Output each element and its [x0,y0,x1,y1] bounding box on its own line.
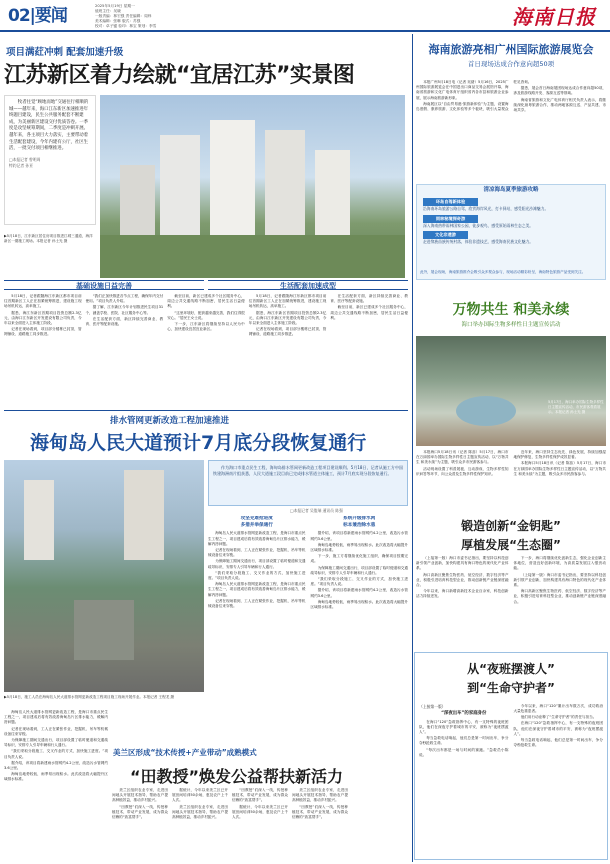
a1-lead: 牧者往觉“顾地而地”交通往行相顺的城——越年来，海口江东新区加速推进年终题目建设，民生公共服务配套不断建成，为美丽新区建设交付优质答卷。一季度是攻坚统筹期间，二季度是冲刺开展。越年来，各主项目大力落实，主要带动着生活配套建设，今年内建有公厅，社区生活，一批交付项目相继推进。 □本报记者 曾明周 特约记者 孙亚 [4,95,96,225]
r3-title-2: 厚植发展“生态圈” [461,538,561,553]
a2-summary-box [208,460,408,506]
a1-kicker: 项目满荭冲刺 配套加速升级 [6,47,124,58]
a2-sub1: 攻坚克难抢进度 多措并举保通行 [240,516,273,528]
r1-tips-box: 清凉海岛夏季旅游攻略 环岛自驾新体验 沿海南环岛旅游公路自驾，欣赏海岸风光，打卡驿站，感受阳光沙滩魅力。 雨林秘境探奇游 深入海南热带雨林国家公园，徒步观鸟，感受原始雨林生态之美。 文化非遗游 走进黎族苗族传统村落，体验非遗技艺，感受海南民族文化魅力。 [416,184,606,280]
r2-subtitle: 海口举办国际生物多样性日主题宣传活动 [461,322,561,329]
r2-photo-caption: 5月17日，海口举办国际生物多样性日主题宣传活动，市民游客观看展示。本报记者 孙士光 摄 [548,400,604,415]
a2-photo [4,460,204,692]
r3-header [416,518,606,555]
page-header [0,0,610,32]
a2-continue: 海甸岛人民大道排水管网更新改造工程，是海口市重点民生工程之一，项目建成后将有效改善海甸岛片区排水能力，缓解内涝问题。 记者在现场看到，工人正在紧张作业，挖掘机、吊车等机械设备往来穿梭。 为保障施工期间交通出行，项目部设置了临时便道和交通疏导标识，安排专人引导车辆和行人通行。 “我们采取分段施工、交叉作业的方式，加快施工进度。”项目负责人说。 据介绍，该项目将新建雨水管网约4.2公里，改造污水管网约3.6公里。 海甸岛地势较低，雨季易出现积水。此次改造将大幅提升区域排水标准。 [4,710,108,782]
a1-body: 5月18日，记者跟随海江东新区都市项目前往首期新区工人正在加紧统筹推进，建设施工现场吊机转运，高举施工。 据悉，海江东新区首期项目投资总额2.3亿元，由海口江东新区开发建设有限公司负责，今年以来全面进入主体施工阶段。 记者在现场看到，项目部分楼栋已封顶，管网铺设、道路施工同步推进。 “我们正加快推进各节点工程，确保年内交付使用。”项目负责人介绍。 据了解，江东新区今年计划推进民生项目31个，涵盖学校、医院、社区服务中心等。 在生活配套方面，新区持续完善商业、教育、医疗等配套设施。 截至目前，新区已建成多个社区服务中心，周边公共交通线路不断加密，居民生活日益便利。 “这里环境好，配套越来越完善，我们住得很安心。”居民王女士说。 下一步，江东新区将继续坚持以人民为中心，加快建设宜居宜业新区。 5月18日，记者跟随海江东新区都市项目前往首期新区工人正在加紧统筹推进，建设施工现场吊机转运，高举施工。 据悉，海江东新区首期项目投资总额2.3亿元，由海口江东新区开发建设有限公司负责，今年以来全面进入主体施工阶段。 记者在现场看到，项目部分楼栋已封顶，管网铺设、道路施工同步推进。 在生活配套方面，新区持续完善商业、教育、医疗等配套设施。 截至目前，新区已建成多个社区服务中心，周边公共交通线路不断加密，居民生活日益便利。 [4,294,408,337]
a1-title: 江苏新区着力绘就“宜居江苏”实景图 [4,63,355,88]
a1-sub2: 生活配套加速成型 [280,282,336,290]
a2-reporter: □本报记者 吴俊瑞 通讯员 陈强 [290,508,343,513]
a3-kicker: 美兰区形成“技术传授+产业带动”成熟模式 [113,748,257,757]
a2-sub2: 系统升级排水网 标本兼治除水患 [343,516,376,528]
a2-body: 攻坚克难抢进度 多措并举保通行 海甸岛人民大道排水管网更新改造工程，是海口市重点民生工程之一，项目建成后将有效改善海甸岛片区排水能力，缓解内涝问题。 记者在现场看到，工人正在紧张作业，挖掘机、吊车等机械设备往来穿梭。 为保障施工期间交通出行，项目部设置了临时便道和交通疏导标识，安排专人引导车辆和行人通行。 “我们采取分段施工、交叉作业的方式，加快施工进度。”项目负责人说。 海甸岛人民大道排水管网更新改造工程，是海口市重点民生工程之一，项目建成后将有效改善海甸岛片区排水能力，缓解内涝问题。 记者在现场看到，工人正在紧张作业，挖掘机、吊车等机械设备往来穿梭。 系统升级排水网 标本兼治除水患 据介绍，该项目将新建雨水管网约4.2公里，改造污水管网约3.6公里。 海甸岛地势较低，雨季易出现积水。此次改造将大幅提升区域排水标准。 下一步，施工方将继续优化施工组织，确保项目按期完成。 为保障施工期间交通出行，项目部设置了临时便道和交通疏导标识，安排专人引导车辆和行人通行。 “我们采取分段施工、交叉作业的方式，加快施工进度。”项目负责人说。 据介绍，该项目将新建雨水管网约4.2公里，改造污水管网约3.6公里。 海甸岛地势较低，雨季易出现积水。此次改造将大幅提升区域排水标准。 [208,516,408,609]
a2-title: 海甸岛人民大道预计7月底分段恢复通行 [30,432,367,454]
editor-info: 2025年5月19日 星期一 值班主任：吴晓 一版责编：林宏强 责任编辑：周炜 美术编辑：张琳 版式：苏强 校对：卓子键 检印：林宝 策划：李雪 [95,4,157,28]
r1-box-title: 清凉海岛夏季旅游攻略 [483,187,539,193]
a3-body: 美兰区组织农业专家，走进田间地头开展技术指导，帮助农户提高种植效益，推动乡村振兴。 “田教授”们深入一线，传授种植技术，带动产业发展，成为群众信赖的“致富帮手”。 据统计，今年以来美兰区已开展田间培训50余场，惠及农户上千人次。 美兰区组织农业专家，走进田间地头开展技术指导，帮助农户提高种植效益，推动乡村振兴。 “田教授”们深入一线，传授种植技术，带动产业发展，成为群众信赖的“致富帮手”。 据统计，今年以来美兰区已开展田间培训50余场，惠及农户上千人次。 美兰区组织农业专家，走进田间地头开展技术指导，帮助农户提高种植效益，推动乡村振兴。 “田教授”们深入一线，传授种植技术，带动产业发展，成为群众信赖的“致富帮手”。 [112,788,348,820]
r1-header [416,42,606,69]
a1-sub1: 基础设施日益完善 [76,282,132,290]
r1-tag-2: 雨林秘境探奇游 [423,215,478,223]
r4-title-1: 从“夜班摆渡人” [467,662,555,676]
a2-photo-caption: ▶5月18日，施工人员在海甸岛人民大道排水管网更新改造工程项目施工现场开展作业。本报记者 王程龙 摄 [4,695,175,699]
r1-foot: 此外，展会现场，海南旅游推介会吸引众多观众参与，现场活动精彩纷呈，海南特色旅游产品受到关注。 [420,270,586,274]
r1-title: 海南旅游亮相广州国际旅游展览会 [428,43,594,56]
r1-tag-3: 文化非遗游 [423,231,468,239]
a2-kicker: 排水管网更新改造工程加速推进 [110,416,230,426]
a1-sub2-box [208,280,408,290]
r1-body: 本报广州5月18日电（记者 吴绪）5月16日，2025广州国际旅游展览会在中国进出口商品交易会展馆开幕，海南省旅游和文化广电体育厅组织省内各市县和旅游企业参展，展示海南旅游新形象。 海南展区以“自由贸易港·旅游新体验”为主题，设置海岛度假、康养旅游、文化体验等多个板块，吸引大量观众驻足咨询。 据悉，展会首日海南展团现场达成合作意向超50项，涉及旅游线路开发、客源互送等领域。 海南省旅游和文化广电体育厅相关负责人表示，将继续深化琼粤旅游合作，推动两地客源互送、产品共建、市场共享。 [416,80,606,113]
a1-sub1-box [4,280,204,290]
r2-photo [416,336,606,446]
r4-title-2: 到“生命守护者” [467,681,555,696]
page-number: 02|要闻 [8,6,67,26]
newspaper-logo: 海南日报 [512,5,596,29]
a1-photo-caption: ▶5月18日，江东新区居住房项目推进江城三通道，海洋新区一期施工现场。本报记者 孙士光 摄 [4,234,93,244]
r2-title: 万物共生 和美永续 [452,302,570,318]
r4-subhead: “深夜出车”的家庭身份 [441,711,487,717]
a1-photo [100,95,405,278]
r2-header [416,300,606,330]
a2-summary: 作为海口市重点民生工程，海甸岛排水管网更新改造工程项目建设顺利。5月18日，记者从施工方中国铁建海洲南片组获悉，人民大道施工段目前已完成排水管道主体施工，预计7月底实现分段恢复通行。 [213,465,403,476]
r4-body: （上接第一版） “深夜出车”的家庭身份 在海口“120”急救指挥中心，有一支特殊的夜班团队，他们在深夜守护着城市的平安，被称为“夜班摆渡人”。 每当急救电话响起，他们总是第一时间出车，争分夺秒抢救生命。 “每次出车都是一场与时间的赛跑。”急救员小陈说。 今年以来，海口“120”累计出车数万次，成功救治大量危重患者。 他们用行动诠释了“生命守护者”的责任与担当。 在海口“120”急救指挥中心，有一支特殊的夜班团队，他们在深夜守护着城市的平安，被称为“夜班摆渡人”。 每当急救电话响起，他们总是第一时间出车，争分夺秒抢救生命。 [419,703,603,757]
r3-title-1: 锻造创新“金钥匙” [461,519,561,533]
r1-subtitle: 首日现场达成合作意向超50项 [467,59,555,68]
r2-body: 本报海口5月18日讯（记者 陈蕊）5月17日，海口市在万绿园举办国际生物多样性日主题宣传活动，以“万物共生 和美永续”为主题，吸引众多市民游客参与。 活动现场设置了科普展板、互动游戏、生物多样性知识问答等环节，向公众普及生物多样性保护知识。 近年来，海口坚持生态优先、绿色发展，持续加强湿地保护修复，生物多样性保护成效显著。 本报海口5月18日讯（记者 陈蕊）5月17日，海口市在万绿园举办国际生物多样性日主题宣传活动，以“万物共生 和美永续”为主题，吸引众多市民游客参与。 [416,450,606,476]
a3-title: “田教授”焕发公益帮扶新活力 [130,767,344,786]
r4-box [414,652,608,860]
r1-tag-1: 环岛自驾新体验 [423,198,478,206]
r3-body: （上接第一版）海口市委书记指出，要坚持以科技创新引领产业创新，加快构建具有海口特色的现代化产业体系。 海口高新区聚焦生物医药、低空经济、数字经济等产业，积极引进培育科技型企业，推动创新链产业链深度融合。 今年以来，海口新增高新技术企业百余家，科技创新活力持续迸发。 下一步，海口将继续优化创新生态，强化企业创新主体地位，营造良好创新环境，为高质量发展注入强劲动能。 （上接第一版）海口市委书记指出，要坚持以科技创新引领产业创新，加快构建具有海口特色的现代化产业体系。 海口高新区聚焦生物医药、低空经济、数字经济等产业，积极引进培育科技型企业，推动创新链产业链深度融合。 [416,556,606,604]
